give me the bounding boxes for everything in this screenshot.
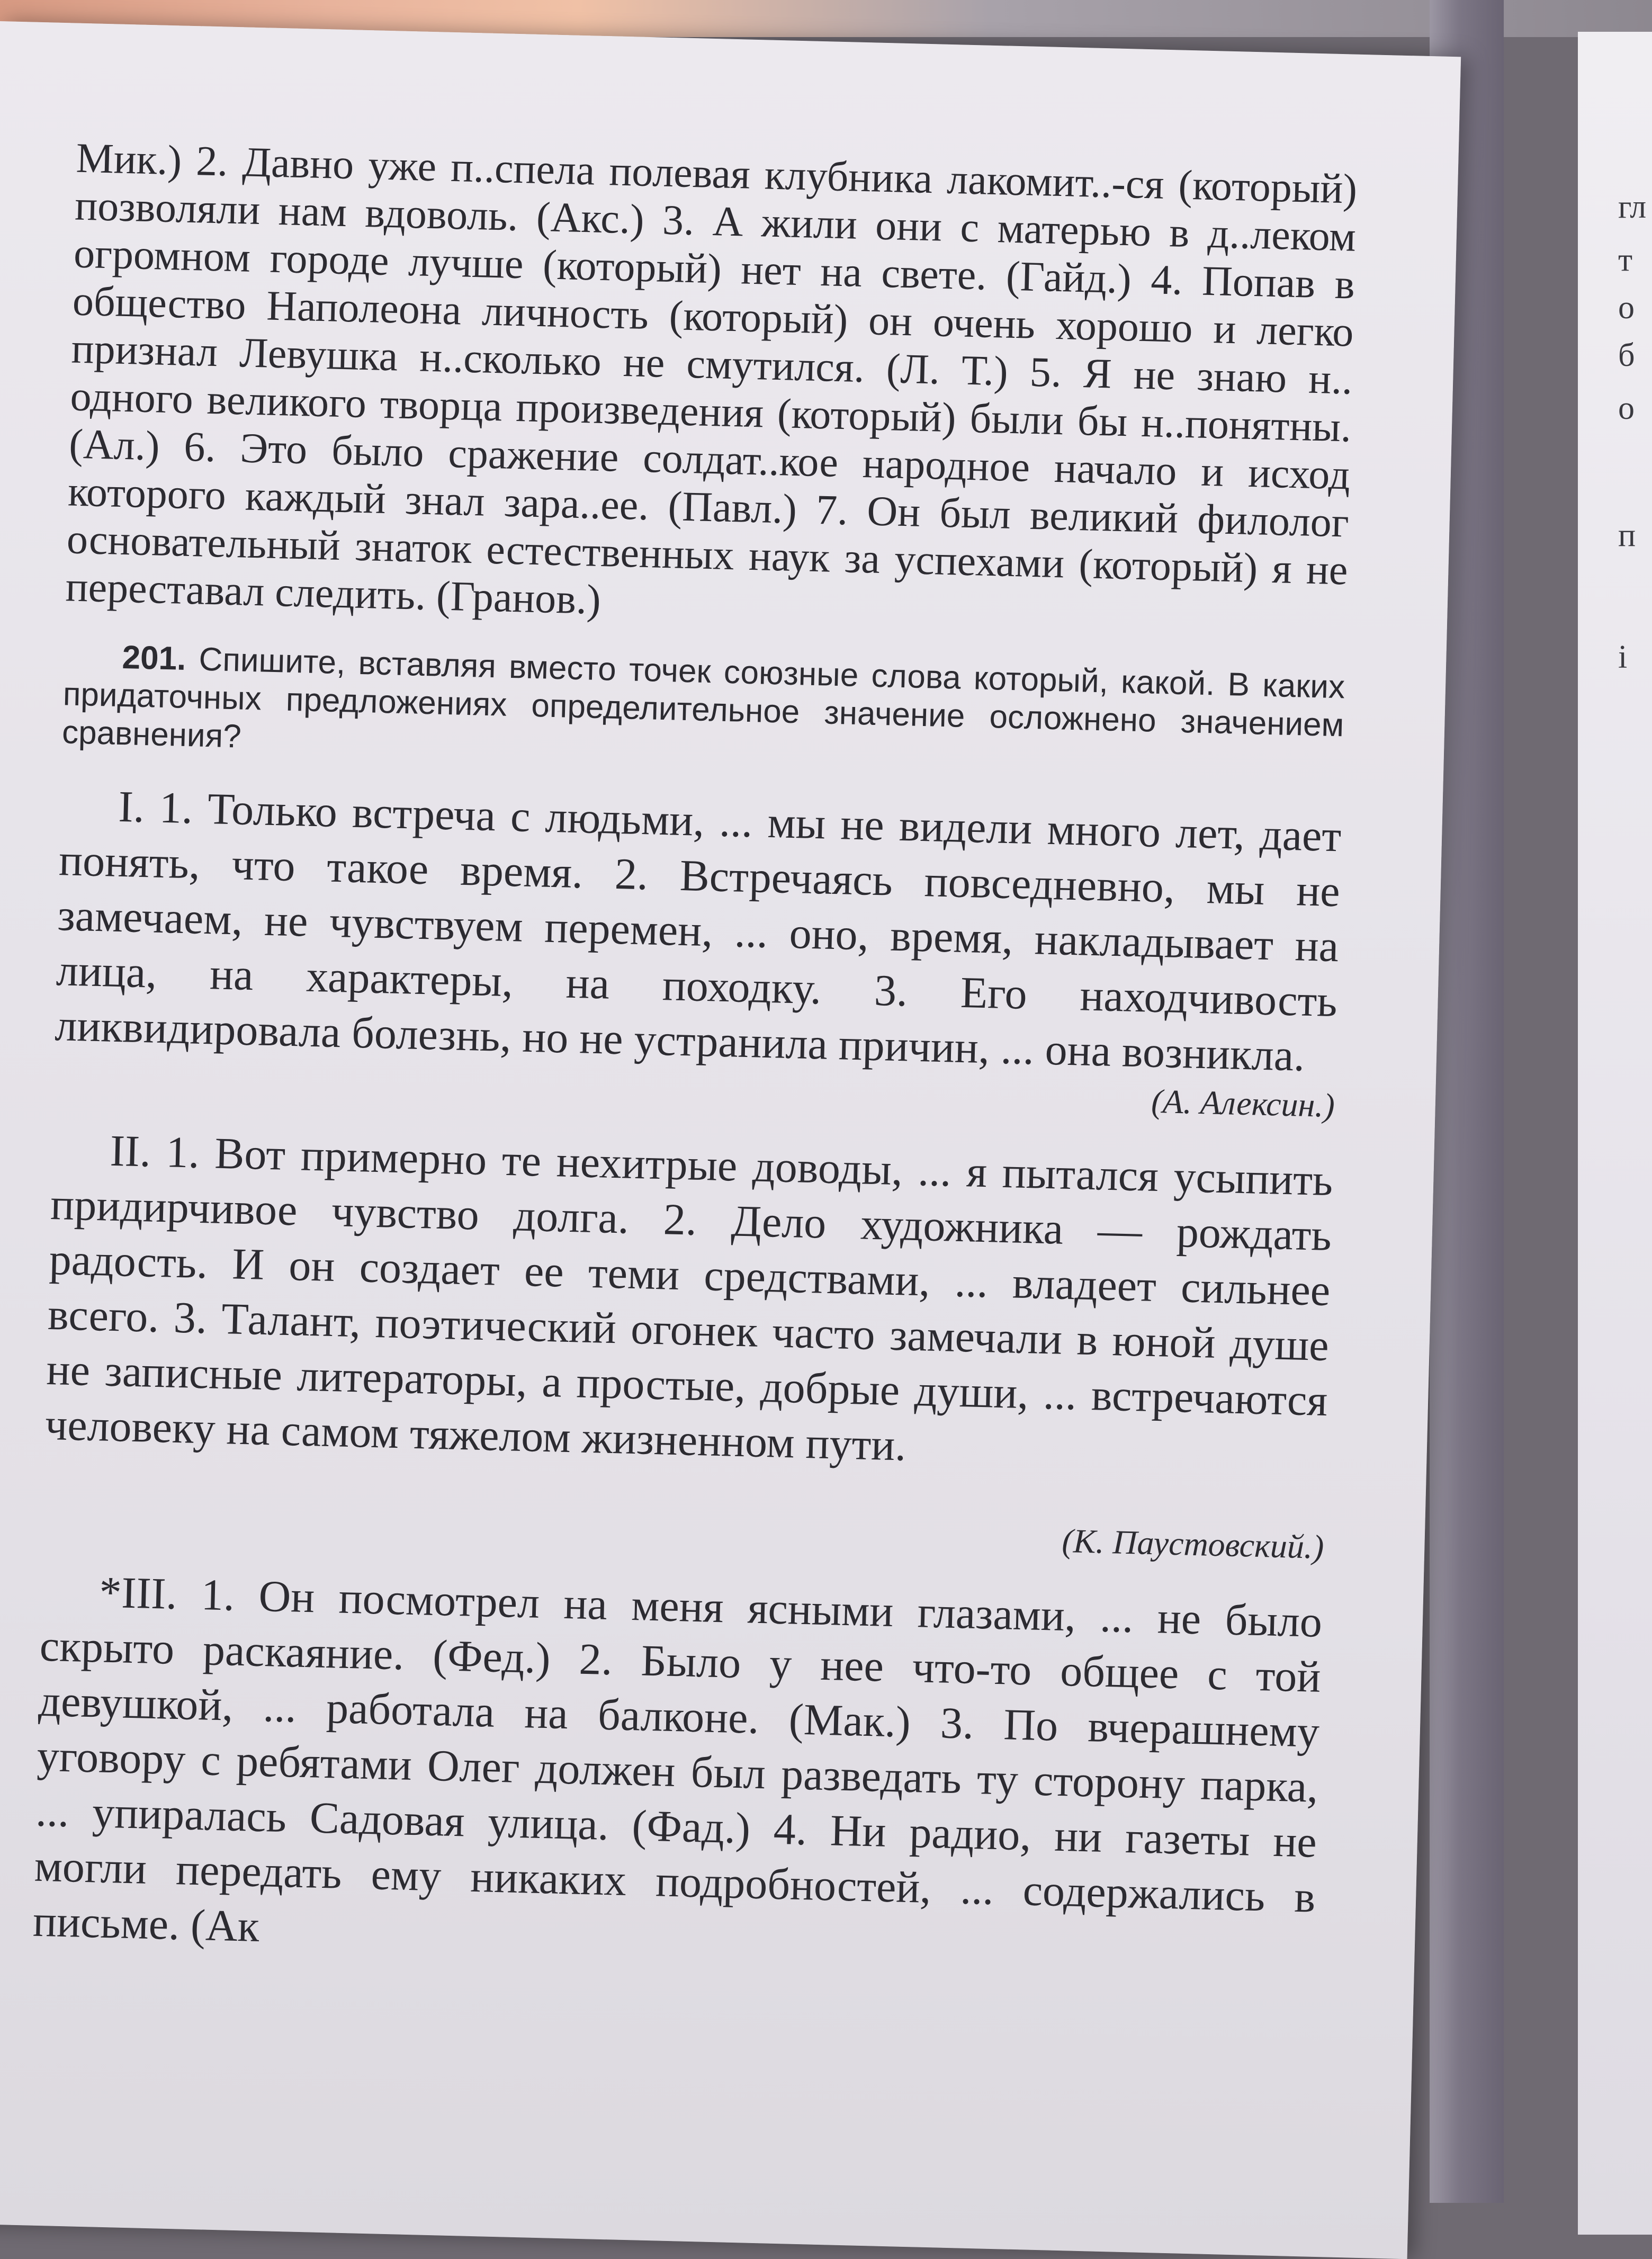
part-1-text: I. 1. Только встреча с людьми, ... мы не видели много лет, дает понять, что такое время. 2. Встречаясь повседневно, мы не замечаем, не чувствуем перемен, ... оно, время, накладывает на лица, на характеры, на походку. 3. Его находчивость ликвидировала болезнь, но не устранила причин, ... она возникла. — [54, 782, 1342, 1081]
part-2-text: II. 1. Вот примерно те нехитрые доводы, ... я пытался усыпить придирчивое чувство долга. 2. Дело художника — рождать радость. И он создает ее теми средствами, ... владеет сильнее всего. 3. Талант, поэтический огонек часто замечали в юной душе не записные литераторы, а простые, добрые души, ... встречаются человеку на самом тяжелом жизненном пути. — [44, 1126, 1334, 1471]
part-3-text: *III. 1. Он посмотрел на меня ясными глазами, ... не было скрыто раскаяние. (Фед.) 2. Было у нее что-то общее с той девушкой, ... работала на балконе. (Мак.) 3. По вчерашнему уговору с ребятами Олег должен был разведать ту сторону парка, ... упиралась Садовая улица. (Фад.) 4. Ни радио, ни газеты не могли передать ему никаких подробностей, ... содержались в письме. (Ак — [32, 1567, 1323, 1952]
previous-exercise-tail: Мик.) 2. Давно уже п..спела полевая клубника лакомит..-ся (который) позволяли нам вдоволь. (Акс.) 3. А жили они с матерью в д..леком огромном городе лучше (который) нет на свете. (Гайд.) 4. Попав в общество Наполеона личность (который) он очень хорошо и легко признал Левушка н..сколько не смутился. (Л. Т.) 5. Я не знаю н.. одного великого творца произведения (который) были бы н..понятны. (Ал.) 6. Это было сражение солдат..кое народное начало и исход которого каждый знал зара..ее. (Павл.) 7. Он был великий филолог основательный знаток естественных наук за успехами (который) я не переставал следить. (Гранов.) — [65, 135, 1358, 624]
adjacent-page-fragment: і — [1618, 639, 1628, 675]
adjacent-page — [1578, 32, 1652, 2235]
book-page — [0, 21, 1461, 2259]
adjacent-page-fragment: б — [1618, 337, 1635, 373]
exercise-201-part-3 — [32, 1564, 1323, 1980]
adjacent-page-fragment: п — [1618, 517, 1636, 553]
page-text — [32, 135, 1358, 1980]
exercise-number: 201. — [121, 639, 187, 677]
adjacent-page-fragment: о — [1618, 290, 1635, 326]
adjacent-page-fragment: т — [1618, 242, 1633, 278]
part-2-author: (К. Паустовский.) — [1061, 1521, 1325, 1566]
part-1-author: (А. Алексин.) — [1151, 1082, 1335, 1125]
exercise-201-part-2 — [44, 1122, 1334, 1484]
adjacent-page-fragment: о — [1618, 390, 1635, 426]
exercise-instruction-text: Спишите, вставляя вместо точек союзные слова который, какой. В каких придаточных предложениях определительное значение осложнено значением сравнения? — [61, 641, 1345, 755]
adjacent-page-fragment: гл — [1618, 189, 1647, 225]
exercise-201-part-1 — [54, 778, 1342, 1084]
